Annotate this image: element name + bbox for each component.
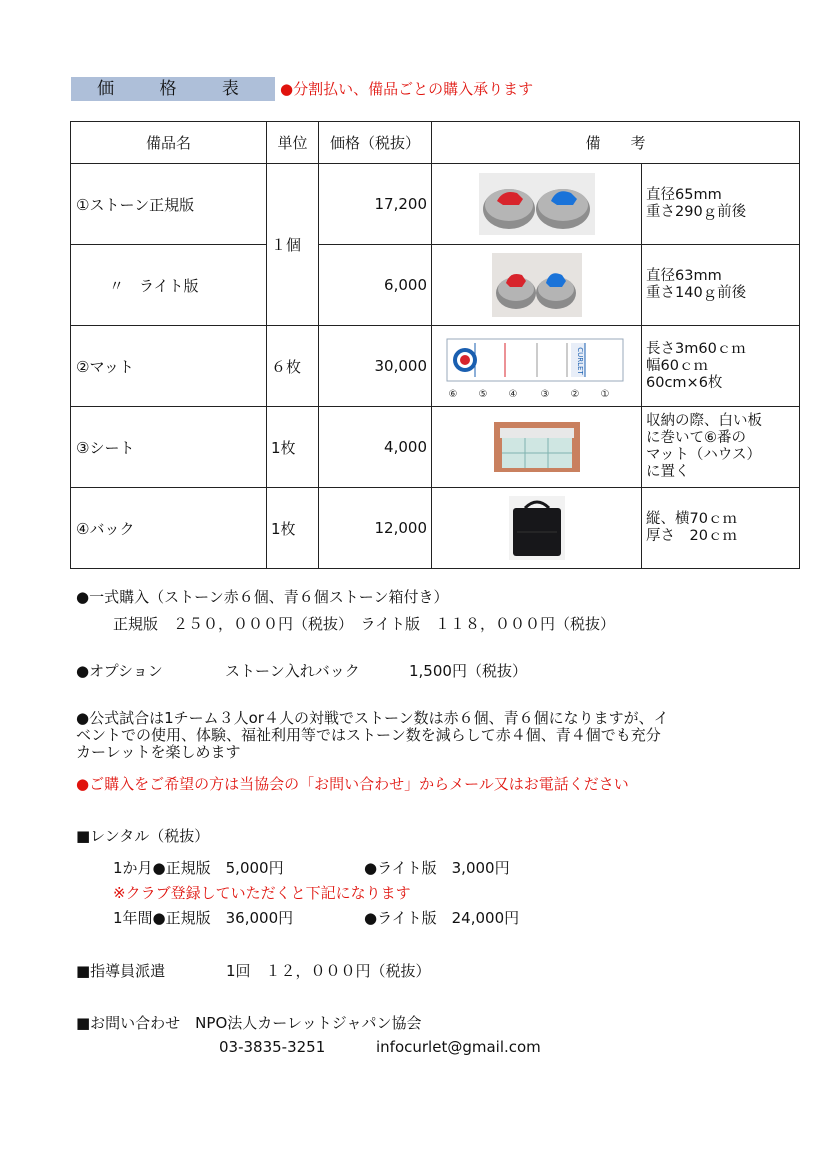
installment-banner: ●分割払い、備品ごとの購入承ります: [280, 80, 534, 98]
item-price: 17,200: [319, 164, 432, 245]
price-table: [70, 121, 800, 569]
item-price: 30,000: [319, 326, 432, 407]
table-row: [71, 326, 800, 407]
item-name: ③シート: [71, 407, 267, 488]
inquiry-email: infocurlet@gmail.com: [376, 1038, 541, 1056]
option-item: ストーン入れバック: [225, 662, 360, 680]
item-name: ②マット: [71, 326, 267, 407]
mat-number: ③: [540, 389, 549, 400]
svg-text:CURLET: CURLET: [575, 347, 584, 375]
page-title: 価 格 表: [71, 77, 275, 101]
instructor-label: ■指導員派遣: [76, 962, 166, 980]
item-name: ④バック: [71, 488, 267, 569]
note-line: 縦、横70ｃｍ: [646, 511, 737, 527]
rental-month-regular: 1か月●正規版 5,000円: [113, 859, 284, 877]
header-price: 価格（税抜）: [319, 122, 432, 164]
item-unit: １個: [267, 164, 319, 326]
item-note: [642, 488, 800, 569]
item-note: [642, 164, 800, 245]
instructor-detail: 1回 １２，０００円（税抜）: [226, 962, 431, 980]
note-line: 幅60ｃｍ: [646, 357, 708, 374]
item-note: [642, 407, 800, 488]
item-price: 6,000: [319, 245, 432, 326]
mat-number: ④: [508, 389, 517, 400]
note-line: に置く: [646, 464, 690, 480]
note-line: 直径63mm: [646, 268, 722, 284]
item-name: ①ストーン正規版: [71, 164, 267, 245]
official-note-line: カーレットを楽しめます: [76, 743, 241, 761]
item-price: 4,000: [319, 407, 432, 488]
mat-number: ②: [570, 389, 579, 400]
rental-year-regular: 1年間●正規版 36,000円: [113, 909, 294, 927]
mat-number: ⑤: [478, 389, 487, 400]
table-row: [71, 488, 800, 569]
inquiry-label: ■お問い合わせ NPO法人カーレットジャパン協会: [76, 1014, 422, 1032]
mat-number: ①: [600, 389, 609, 400]
item-note: [642, 326, 800, 407]
rental-year-light: ●ライト版 24,000円: [364, 909, 520, 927]
rental-heading: ■レンタル（税抜）: [76, 827, 210, 845]
rental-month-light: ●ライト版 3,000円: [364, 859, 510, 877]
inquiry-phone: 03-3835-3251: [219, 1038, 326, 1056]
note-line: 重さ290ｇ前後: [646, 204, 747, 220]
rental-club-note: ※クラブ登録していただくと下記になります: [113, 884, 411, 902]
note-line: 直径65mm: [646, 187, 722, 203]
table-row: [71, 164, 800, 245]
official-note-line: ●公式試合は1チーム３人or４人の対戦でストーン数は赤６個、青６個になりますが、イ: [76, 709, 669, 727]
item-note: [642, 245, 800, 326]
item-price: 12,000: [319, 488, 432, 569]
note-line: に巻いて⑥番の: [646, 430, 746, 446]
item-unit: 1枚: [267, 488, 319, 569]
set-purchase-heading: ●一式購入（ストーン赤６個、青６個ストーン箱付き）: [76, 588, 449, 606]
stones-regular-image: [432, 164, 642, 245]
note-line: 長さ3m60ｃｍ: [646, 340, 746, 357]
note-line: 厚さ 20ｃｍ: [646, 528, 737, 544]
contact-instruction: ●ご購入をご希望の方は当協会の「お問い合わせ」からメール又はお電話ください: [76, 775, 629, 793]
table-row: [71, 245, 800, 326]
note-line: 60cm×6枚: [646, 374, 723, 391]
bag-image: [432, 488, 642, 569]
note-line: マット（ハウス）: [646, 447, 761, 463]
official-note-line: ベントでの使用、体験、福祉利用等ではストーン数を減らして赤４個、青４個でも充分: [76, 726, 661, 744]
option-price: 1,500円（税抜）: [409, 662, 527, 680]
stones-light-image: [432, 245, 642, 326]
note-line: 重さ140ｇ前後: [646, 285, 747, 301]
set-purchase-prices: 正規版 ２５０，０００円（税抜） ライト版 １１８，０００円（税抜）: [113, 615, 616, 633]
header-item-name: 備品名: [71, 122, 267, 164]
item-unit: 1枚: [267, 407, 319, 488]
header-unit: 単位: [267, 122, 319, 164]
mat-image: [432, 326, 642, 407]
option-label: ●オプション: [76, 662, 163, 680]
table-row: [71, 407, 800, 488]
item-unit: ６枚: [267, 326, 319, 407]
sheet-image: [432, 407, 642, 488]
header-notes: 備 考: [432, 122, 800, 164]
note-line: 収納の際、白い板: [646, 413, 762, 429]
mat-number: ⑥: [448, 389, 457, 400]
item-name: 〃 ライト版: [71, 245, 267, 326]
